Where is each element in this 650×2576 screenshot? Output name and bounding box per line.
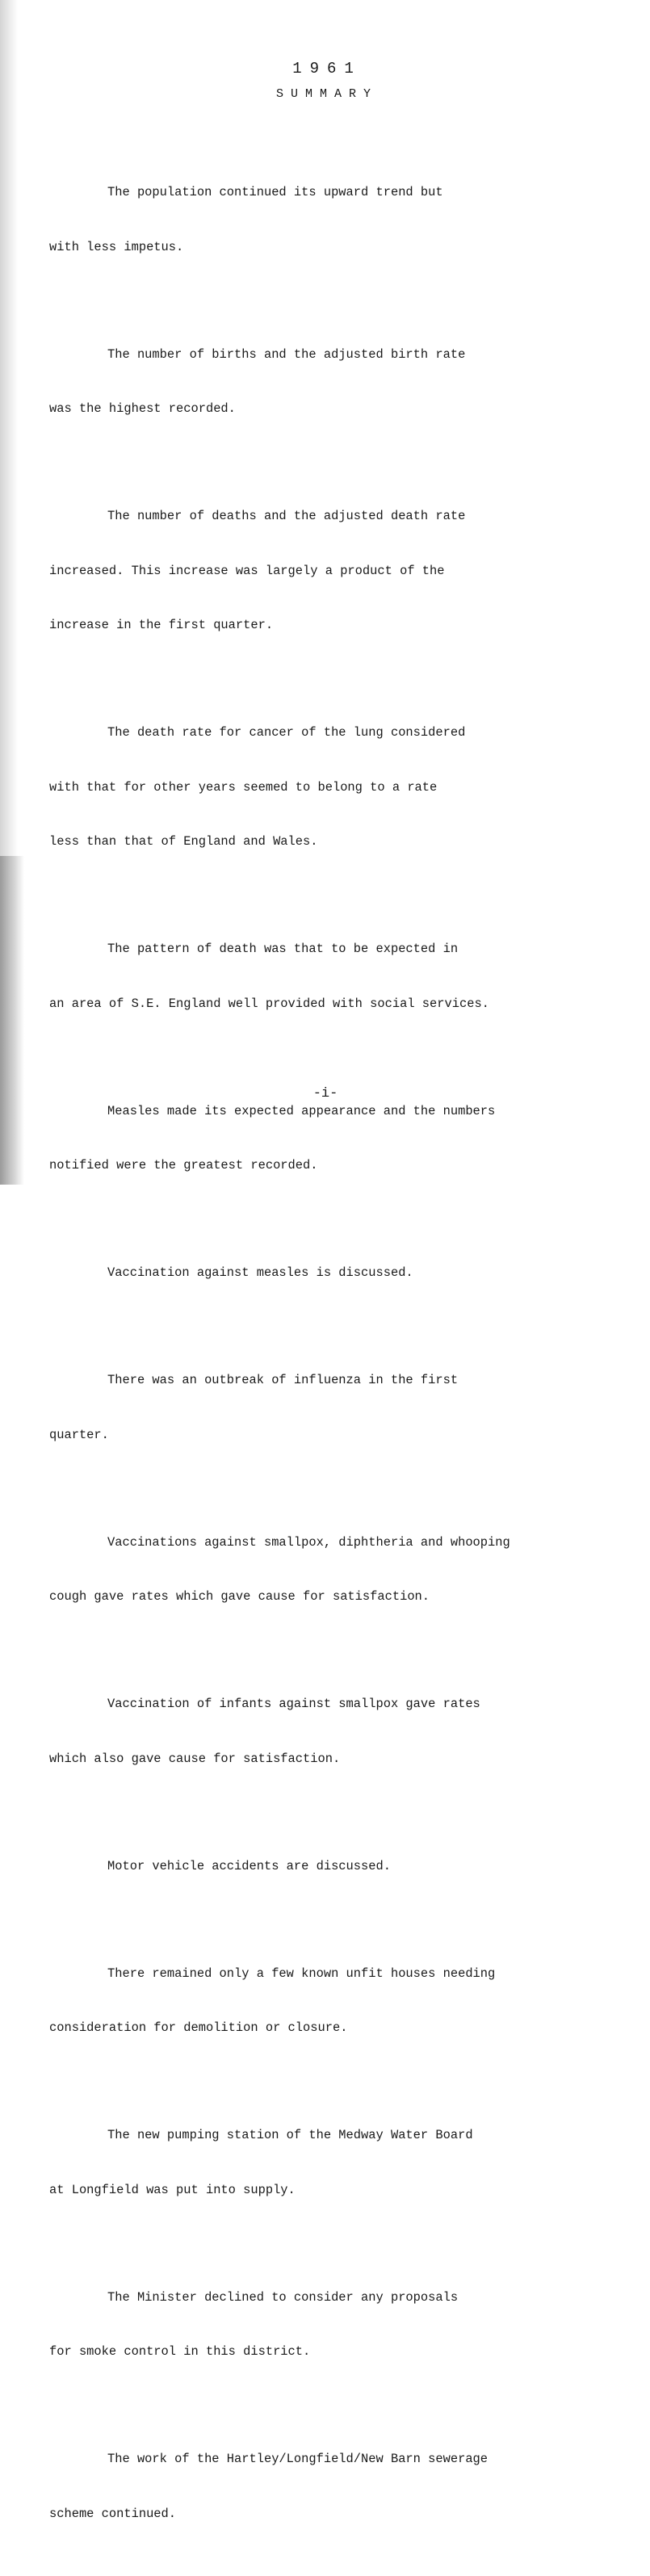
paragraph-births <box>49 309 643 455</box>
paragraph-line: cough gave rates which gave cause for satisfaction. <box>49 1589 430 1604</box>
paragraph-motor-accidents <box>49 1821 643 1912</box>
report-year: 1961 <box>292 60 362 78</box>
paragraph-vaccinations <box>49 1497 643 1643</box>
paragraph-line: an area of S.E. England well provided with social services. <box>49 996 489 1011</box>
paragraph-line: The new pumping station of the Medway Water Board <box>107 2128 473 2142</box>
paragraph-line: Vaccination against measles is discussed. <box>107 1265 413 1280</box>
paragraph-lung-cancer <box>49 687 643 887</box>
paragraph-line: increase in the first quarter. <box>49 618 274 632</box>
paragraph-line: The death rate for cancer of the lung considered <box>107 725 466 740</box>
paragraph-smoke-control <box>49 2252 643 2398</box>
paragraph-line: Vaccinations against smallpox, diphtheria and whooping <box>107 1534 510 1550</box>
paragraph-line: was the highest recorded. <box>49 401 236 416</box>
paragraph-line: The number of deaths and the adjusted death rate <box>107 509 466 523</box>
paragraph-sewerage <box>49 2414 643 2559</box>
summary-body <box>49 147 643 2576</box>
paragraph-line: quarter. <box>49 1427 109 1442</box>
paragraph-line: which also gave cause for satisfaction. <box>49 1751 341 1766</box>
paragraph-line: Motor vehicle accidents are discussed. <box>107 1858 391 1873</box>
page-title: SUMMARY <box>275 87 378 101</box>
paragraph-line: The number of births and the adjusted birth rate <box>107 346 466 362</box>
paragraph-line: less than that of England and Wales. <box>49 834 318 849</box>
paragraph-line: at Longfield was put into supply. <box>49 2182 296 2197</box>
paragraph-line: Vaccination of infants against smallpox gave rates <box>107 1697 480 1711</box>
page-edge-shadow-lower <box>0 856 24 1185</box>
paragraph-line: with that for other years seemed to belong to a rate <box>49 779 438 795</box>
paragraph-line: for smoke control in this district. <box>49 2344 311 2359</box>
paragraph-line: There remained only a few known unfit houses needing <box>107 1966 496 1981</box>
paragraph-line: The pattern of death was that to be expected in <box>107 942 459 956</box>
paragraph-line: scheme continued. <box>49 2506 177 2521</box>
paragraph-line: There was an outbreak of influenza in the first <box>107 1373 459 1387</box>
paragraph-line: The work of the Hartley/Longfield/New Barn sewerage <box>107 2452 489 2466</box>
paragraph-line: increased. This increase was largely a product of the <box>49 563 445 578</box>
paragraph-line: notified were the greatest recorded. <box>49 1158 318 1173</box>
paragraph-influenza <box>49 1335 643 1480</box>
paragraph-infant-vaccination <box>49 1659 643 1804</box>
page-number: -i- <box>312 1086 338 1101</box>
paragraph-line: The population continued its upward trend but <box>107 185 443 199</box>
paragraph-line: consideration for demolition or closure. <box>49 2020 348 2035</box>
paragraph-measles-vaccination <box>49 1227 643 1319</box>
paragraph-population <box>49 147 643 292</box>
paragraph-unfit-houses <box>49 1928 643 2074</box>
paragraph-death-pattern <box>49 904 643 1049</box>
paragraph-line: Measles made its expected appearance and the numbers <box>107 1103 496 1118</box>
paragraph-deaths <box>49 471 643 671</box>
paragraph-line: The Minister declined to consider any proposals <box>107 2289 459 2305</box>
paragraph-line: with less impetus. <box>49 239 184 254</box>
paragraph-pumping-station <box>49 2090 643 2235</box>
